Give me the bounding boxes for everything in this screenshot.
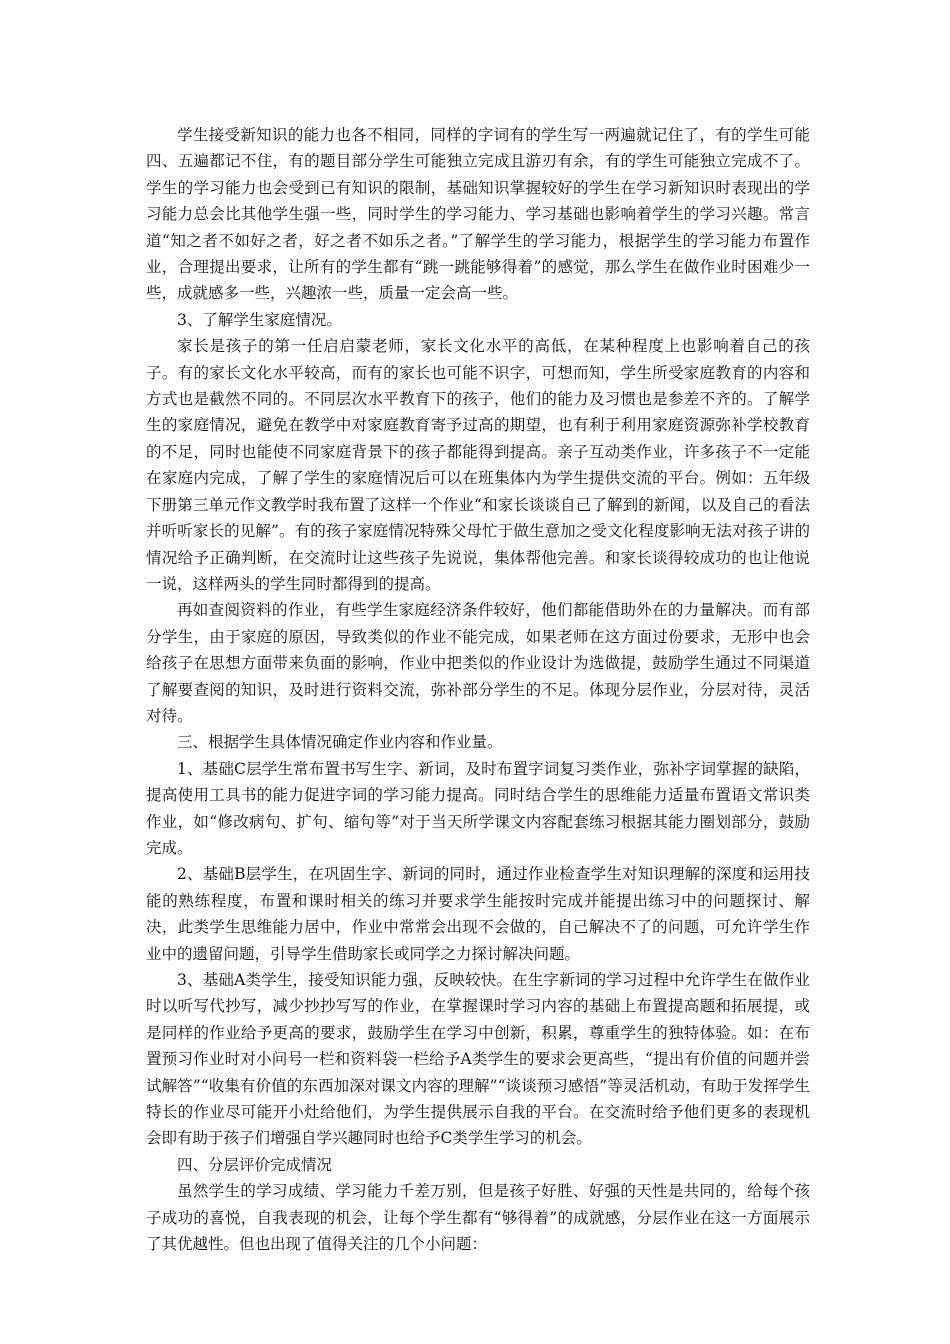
paragraph-parents-education: 家长是孩子的第一任启启蒙老师，家长文化水平的高低，在某种程度上也影响着自己的孩子。有的家长文化水平较高，而有的家长也可能不识字，可想而知，学生所受家庭教育的内容和方式也是截然不同的。不同层次水平教育下的孩子，他们的能力及习惯也是参差不齐的。了解学生的家庭情况，避免在教学中对家庭教育寄予过高的期望，也有利于利用家庭资源弥补学校教育的不足，同时也能使不同家庭背景下的孩子都能得到提高。亲子互动类作业，许多孩子不一定能在家庭内完成，了解了学生的家庭情况后可以在班集体内为学生提供交流的平台。例如：五年级下册第三单元作文教学时我布置了这样一个作业“和家长谈谈自己了解到的新闻，以及自己的看法并听听家长的见解”。有的孩子家庭情况特殊父母忙于做生意加之受文化程度影响无法对孩子讲的情况给予正确判断，在交流时让这些孩子先说说，集体帮他完善。和家长谈得较成功的也让他说一说，这样两头的学生同时都得到的提高。: [146, 337, 810, 593]
heading-section-four: 四、分层评价完成情况: [177, 1155, 333, 1174]
paragraph-evaluation: 虽然学生的学习成绩、学习能力千差万别，但是孩子好胜、好强的天性是共同的，给每个孩子成功的喜悦，自我表现的机会，让每个学生都有“够得着”的成就感，分层作业在这一方面展示了其优越性。但也出现了值得关注的几个小问题：: [146, 1182, 810, 1254]
paragraph-level-c: 1、基础C层学生常布置书写生字、新词，及时布置字词复习类作业，弥补字词掌握的缺陷，提高使用工具书的能力促进字词的学习能力提高。同时结合学生的思维能力适量布置语文常识类作业，如“修改病句、扩句、缩句等”对于当天所学课文内容配套练习根据其能力圈划部分，鼓励完成。: [146, 759, 810, 857]
paragraph-learning-ability: 学生接受新知识的能力也各不相同，同样的字词有的学生写一两遍就记住了，有的学生可能四、五遍都记不住，有的题目部分学生可能独立完成且游刃有余，有的学生可能独立完成不了。学生的学习能力也会受到已有知识的限制，基础知识掌握较好的学生在学习新知识时表现出的学习能力总会比其他学生强一些，同时学生的学习能力、学习基础也影响着学生的学习兴趣。常言道“知之者不如好之者，好之者不如乐之者。”了解学生的学习能力，根据学生的学习能力布置作业，合理提出要求，让所有的学生都有“跳一跳能够得着”的感觉，那么学生在做作业时困难少一些，成就感多一些，兴趣浓一些，质量一定会高一些。: [146, 126, 810, 303]
heading-section-three: 三、根据学生具体情况确定作业内容和作业量。: [177, 733, 503, 752]
paragraph-research-materials: 再如查阅资料的作业，有些学生家庭经济条件较好，他们都能借助外在的力量解决。而有部分学生，由于家庭的原因，导致类似的作业不能完成，如果老师在这方面过份要求，无形中也会给孩子在思想方面带来负面的影响，作业中把类似的作业设计为选做提，鼓励学生通过不同渠道了解要查阅的知识，及时进行资料交流，弥补部分学生的不足。体现分层作业，分层对待，灵活对待。: [146, 601, 810, 725]
heading-family-situation: 3、了解学生家庭情况。: [177, 310, 342, 329]
paragraph-level-b: 2、基础B层学生，在巩固生字、新词的同时，通过作业检查学生对知识理解的深度和运用技能的熟练程度，布置和课时相关的练习并要求学生能按时完成并能提出练习中的问题探讨、解决，此类学生思维能力居中，作业中常常会出现不会做的，自己解决不了的问题，可允许学生作业中的遗留问题，引导学生借助家长或同学之力探讨解决问题。: [146, 865, 810, 963]
paragraph-level-a: 3、基础A类学生，接受知识能力强，反映较快。在生字新词的学习过程中允许学生在做作业时以听写代抄写，减少抄抄写写的作业，在掌握课时学习内容的基础上布置提高题和拓展提，或是同样的作业给予更高的要求，鼓励学生在学习中创新，积累，尊重学生的独特体验。如：在布置预习作业时对小问号一栏和资料袋一栏给予A类学生的要求会更高些，“提出有价值的问题并尝试解答”“收集有价值的东西加深对课文内容的理解”“谈谈预习感悟”等灵活机动，有助于发挥学生特长的作业尽可能开小灶给他们，为学生提供展示自我的平台。在交流时给予他们更多的表现机会即有助于孩子们增强自学兴趣同时也给予C类学生学习的机会。: [146, 971, 810, 1148]
document-body: [146, 122, 810, 1257]
